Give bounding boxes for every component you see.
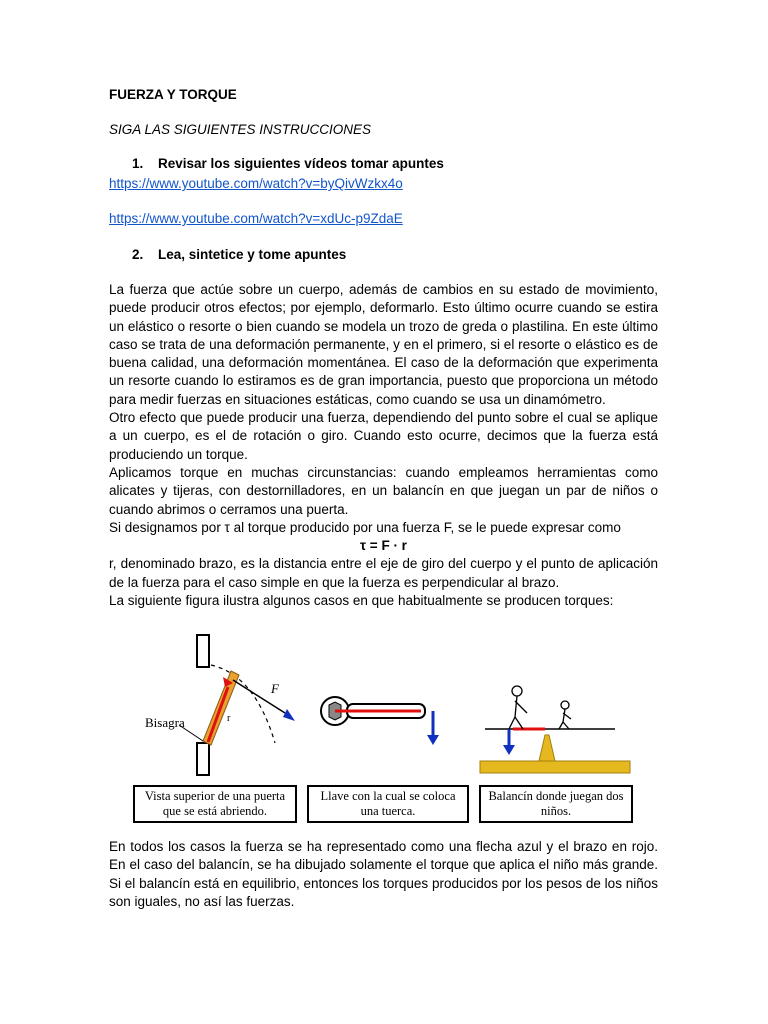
- paragraph-definition: Si designamos por τ al torque producido por una fuerza F, se le puede expresar como: [109, 519, 621, 535]
- arm-label: r: [227, 713, 231, 724]
- step-2: [132, 247, 346, 262]
- body-text: [109, 281, 658, 610]
- step-number: 2.: [132, 247, 144, 262]
- wrench-diagram: [321, 697, 439, 745]
- paragraph-conclusion: En todos los casos la fuerza se ha representado como una flecha azul y el brazo en rojo. En el caso del balancín, se ha dibujado solamente el torque que aplica el niño más grande. Si el balancín está en equilibrio, entonces los torques producidos por los pesos de los niños son iguales, no así las fuerzas.: [109, 839, 658, 909]
- conclusion-text: [109, 838, 658, 911]
- paragraph-deformation: La fuerza que actúe sobre un cuerpo, además de cambios en su estado de movimiento, puede producir otros efectos; por ejemplo, deformarlo. Esto último ocurre cuando se estira un elástico o resorte o bien cuando se modela un trozo de greda o plastilina. En este último caso se trata de una deformación permanente, y en el primero, si el resorte o elástico es de buena calidad, una deformación momentánea. El caso de la deformación que experimenta un resorte cuando lo estiramos es de gran importancia, puesto que proporciona un método para medir fuerzas en situaciones estáticas, como cuando se usa un dinamómetro.: [109, 282, 658, 407]
- wall-bottom: [197, 743, 209, 775]
- force-arrow: [283, 709, 295, 721]
- caption-wrench: Llave con la cual se coloca una tuerca.: [307, 785, 469, 823]
- wrench-force-arrow: [427, 735, 439, 745]
- paragraph-applications: Aplicamos torque en muchas circunstancias: cuando empleamos herramientas como alicates y tijeras, con destornilladores, en un balancín en que juegan un par de niños o cuando abrimos o cerramos una puerta.: [109, 464, 658, 517]
- seesaw-force-arrow: [503, 745, 515, 755]
- seesaw-base: [480, 761, 630, 773]
- force-label: F: [271, 681, 279, 696]
- step-1: [132, 156, 444, 171]
- caption-door: Vista superior de una puerta que se está abriendo.: [133, 785, 297, 823]
- paragraph-arm: r, denominado brazo, es la distancia entre el eje de giro del cuerpo y el punto de aplicación de la fuerza para el caso simple en que la fuerza es perpendicular al brazo.: [109, 556, 658, 590]
- video-link-1[interactable]: https://www.youtube.com/watch?v=byQivWzkx4o: [109, 176, 403, 191]
- step-number: 1.: [132, 156, 144, 171]
- torque-figure: [125, 625, 645, 840]
- seesaw-fulcrum: [539, 735, 555, 761]
- wall-top: [197, 635, 209, 667]
- small-child-icon: [559, 701, 571, 729]
- hinge-label: Bisagra: [145, 715, 185, 730]
- step-label: Revisar los siguientes vídeos tomar apuntes: [158, 156, 444, 171]
- step-label: Lea, sintetice y tome apuntes: [158, 247, 347, 262]
- caption-seesaw: Balancín donde juegan dos niños.: [479, 785, 633, 823]
- paragraph-rotation: Otro efecto que puede producir una fuerza, dependiendo del punto sobre el cual se aplique a un cuerpo, es el de rotación o giro. Cuando esto ocurre, decimos que la fuerza está produciendo un torque.: [109, 410, 658, 462]
- door-diagram: [179, 635, 295, 775]
- document-title: FUERZA Y TORQUE: [109, 87, 237, 102]
- big-child-icon: [509, 686, 527, 729]
- lever-arm-line: [208, 687, 231, 742]
- paragraph-figure-intro: La siguiente figura ilustra algunos casos en que habitualmente se producen torques:: [109, 593, 614, 609]
- torque-formula: τ = F · r: [360, 538, 407, 554]
- seesaw-diagram: [480, 686, 630, 773]
- instructions-heading: SIGA LAS SIGUIENTES INSTRUCCIONES: [109, 122, 372, 137]
- video-link-2[interactable]: https://www.youtube.com/watch?v=xdUc-p9ZdaE: [109, 211, 403, 226]
